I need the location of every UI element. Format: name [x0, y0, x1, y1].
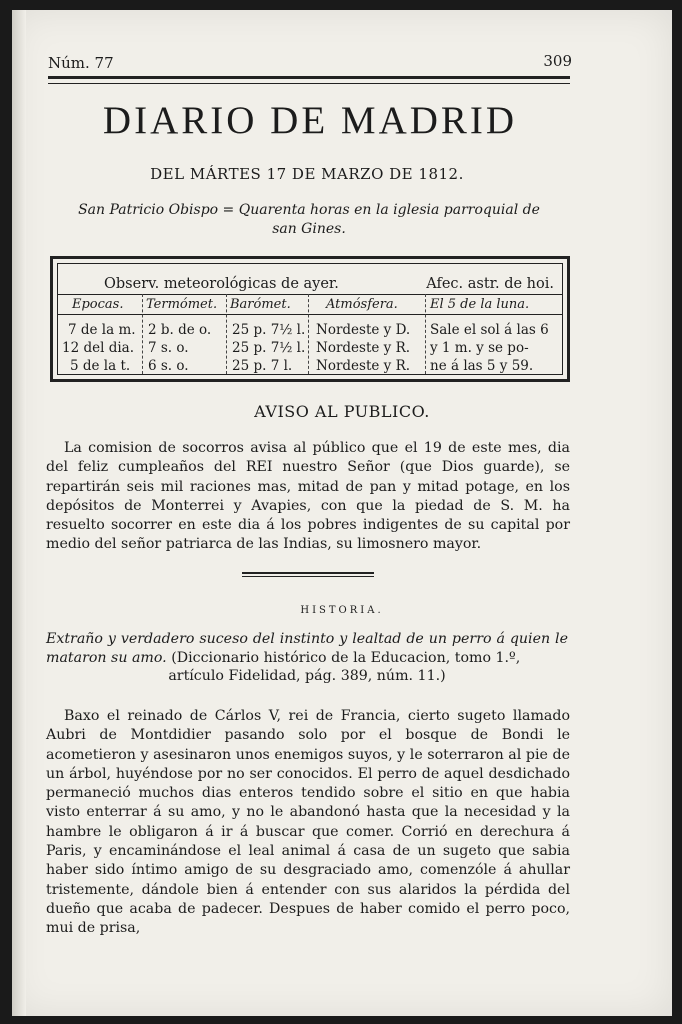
column-header-luna: El 5 de la luna. [430, 297, 530, 312]
weather-heading: Observ. meteorológicas de ayer. [104, 276, 339, 292]
aviso-paragraph: La comision de socorros avisa al público que el 19 de este mes, dia del feliz cumpleaños del REI nuestro Señor (que Dios guarde), se repartirán seis mil raciones mas, mitad de pan y mitad potage, en los depósitos de Monterrei y Avapies, con que la piedad de S. M. ha resuelto socorrer en este dia á los pobres indigentes de su capital por medio del señor patriarca de las Indias, su limosnero mayor. [46, 440, 570, 553]
section-divider [242, 572, 374, 574]
historia-subtitle-source: (Diccionario histórico de la Educacion, tomo 1.º, [171, 650, 521, 667]
table-cell: 2 b. de o. [148, 322, 212, 338]
table-cell: Nordeste y R. [316, 358, 411, 374]
table-cell: 7 s. o. [148, 340, 189, 356]
table-cell: y 1 m. y se po- [430, 340, 529, 356]
table-cell: 6 s. o. [148, 358, 189, 374]
header-rule-thick [48, 76, 570, 79]
column-header-barometro: Barómet. [230, 297, 291, 312]
weather-table [50, 256, 570, 382]
historia-heading: HISTORIA. [300, 605, 384, 616]
column-divider [226, 294, 227, 374]
table-cell: 7 de la m. [68, 322, 136, 338]
table-cell: 25 p. 7½ l. [232, 340, 306, 356]
saints-of-day: San Patricio Obispo = Quarenta horas en la iglesia parroquial de san Gines. [78, 202, 540, 237]
column-header-epocas: Epocas. [72, 297, 124, 312]
page-number: 309 [543, 52, 572, 70]
table-cell: Nordeste y R. [316, 340, 411, 356]
weather-table-inner [57, 263, 563, 375]
column-divider [308, 294, 309, 374]
table-cell: 12 del dia. [62, 340, 135, 356]
section-divider [242, 576, 374, 577]
aviso-heading: AVISO AL PUBLICO. [254, 402, 430, 421]
historia-subtitle-source-line2: artículo Fidelidad, pág. 389, núm. 11.) [168, 668, 446, 684]
astro-heading: Afec. astr. de hoi. [426, 276, 554, 292]
historia-paragraph: Baxo el reinado de Cárlos V, rei de Francia, cierto sugeto llamado Aubri de Montdidier pasando solo por el bosque de Bondi le acometieron y asesinaron unos enemigos suyos, y le soterraron al pie de un árbol, huyéndose por no ser conocidos. El perro de aquel desdichado permaneció muchos dias enteros tendido sobre el sitio en que habia visto enterrar á su amo, y no le abandonó hasta que la necesidad y la hambre le obligaron á ir á buscar que comer. Corrió en derechura á Paris, y encaminándose el leal animal á casa de un sugeto que sabia haber sido íntimo amigo de su desgraciado amo, comenzóle á ahullar tristemente, dándole bien á entender con sus alaridos la pérdida del dueño que acaba de padecer. Despues de haber comido el perro poco, mui de prisa, [46, 708, 570, 937]
dateline: DEL MÁRTES 17 DE MARZO DE 1812. [150, 165, 464, 183]
table-cell: ne á las 5 y 59. [430, 358, 534, 374]
table-rule [58, 294, 562, 295]
table-rule [58, 314, 562, 315]
historia-subtitle [46, 630, 568, 669]
table-cell: 5 de la t. [70, 358, 131, 374]
page-edge-shadow [12, 10, 26, 1016]
column-header-atmosfera: Atmósfera. [326, 297, 398, 312]
table-cell: Sale el sol á las 6 [430, 322, 549, 338]
table-cell: 25 p. 7 l. [232, 358, 293, 374]
table-cell: Nordeste y D. [316, 322, 411, 338]
table-cell: 25 p. 7½ l. [232, 322, 306, 338]
issue-number: Núm. 77 [48, 54, 114, 72]
column-header-termometro: Termómet. [146, 297, 218, 312]
column-divider [142, 294, 143, 374]
historia-subtitle-italic: Extraño y verdadero suceso del instinto y lealtad de un perro á quien le mataron su amo. [46, 631, 568, 667]
header-rule-thin [48, 83, 570, 84]
column-divider [425, 294, 426, 374]
masthead-title: DIARIO DE MADRID [102, 99, 518, 142]
newspaper-page [12, 10, 672, 1016]
